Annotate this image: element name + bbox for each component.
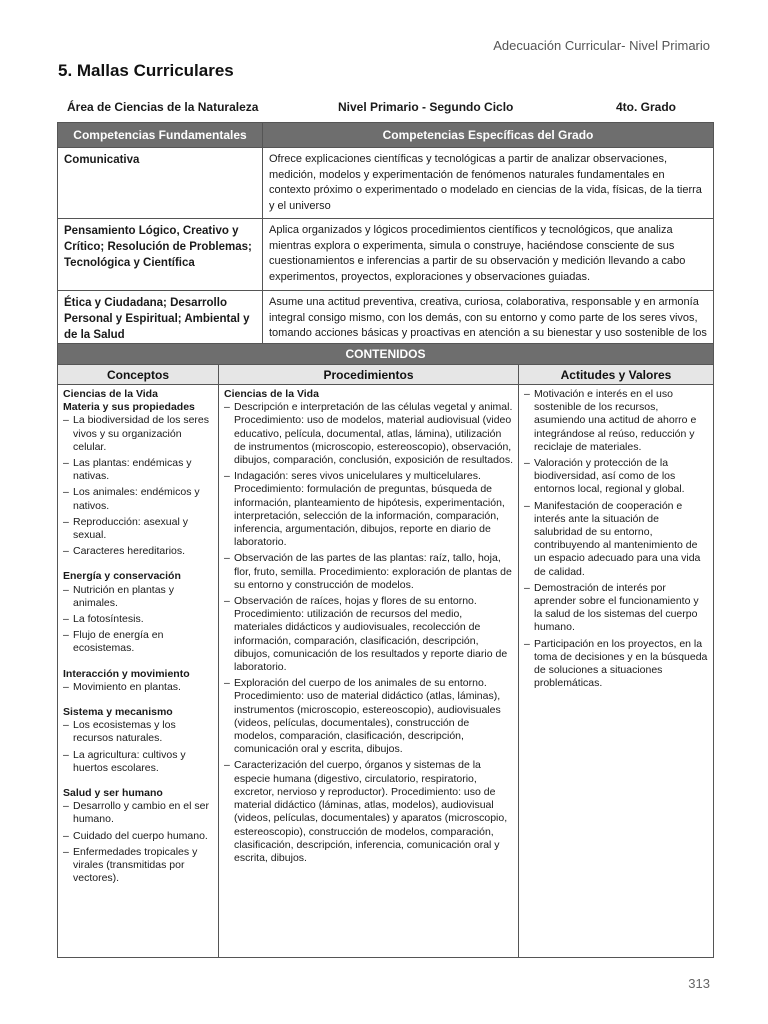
competencias-fundamentales-header: Competencias Fundamentales: [58, 123, 263, 148]
list-item: – Demostración de interés por aprender sobre el funcionamiento y la salud de los sistemas del cuerpo humano.: [524, 582, 708, 635]
list-item: – Observación de raíces, hojas y flores de su entorno. Procedimiento: utilización de recursos del medio, materiales didácticos y audiovisuales, recolección de información, comparación, clasificación, descripción, dibujos, comunicación de los resultados y reporte diario de laboratorio.: [224, 595, 513, 674]
list-item: – La fotosíntesis.: [63, 613, 213, 626]
competencia-fundamental: Pensamiento Lógico, Creativo y Crítico; Resolución de Problemas; Tecnológica y Científica: [58, 219, 263, 291]
competencia-especifica: Asume una actitud preventiva, creativa, curiosa, colaborativa, responsable y en armonía integral consigo mismo, con los demás, con su entorno y como parte de los seres vivos, tomando acciones básicas y proactivas en atención a su bienestar y uso sostenible de los: [263, 291, 714, 362]
area-label: Área de Ciencias de la Naturaleza: [67, 100, 259, 114]
contenidos-header: CONTENIDOS: [58, 344, 714, 365]
list-item: – Flujo de energía en ecosistemas.: [63, 629, 213, 655]
list-item: – Descripción e interpretación de las células vegetal y animal. Procedimiento: uso de modelos, material audiovisual (video educativo, película, documental, atlas, lámina), utilización de instrumentos (microscopio, estereoscopio), observación, dibujos, comparación, conclusión, exposición de resultados.: [224, 401, 513, 467]
list-item: – Manifestación de cooperación e interés ante la situación de salubridad de su entorno, contribuyendo al mantenimiento de un espacio adecuado para una vida de calidad.: [524, 500, 708, 579]
procedimientos-heading: Ciencias de la Vida: [224, 388, 319, 400]
list-item: – La biodiversidad de los seres vivos y su organización celular.: [63, 414, 213, 454]
concept-group-title: Interacción y movimiento: [63, 667, 190, 680]
actitudes-cell: [519, 385, 714, 958]
list-item: – Los animales: endémicos y nativos.: [63, 486, 213, 512]
list-item: – Valoración y protección de la biodiversidad, así como de los entornos local, regional y global.: [524, 457, 708, 497]
concept-list: [63, 681, 213, 694]
list-item: – Observación de las partes de las plantas: raíz, tallo, hoja, flor, fruto, semilla. Procedimiento: exploración de plantas de su entorno y construcción de modelos.: [224, 552, 513, 592]
list-item: – Caracteres hereditarios.: [63, 545, 213, 558]
list-item: – Participación en los proyectos, en la toma de decisiones y en la búsqueda de soluciones a situaciones problemáticas.: [524, 638, 708, 691]
list-item: – Nutrición en plantas y animales.: [63, 584, 213, 610]
page-number: 313: [688, 976, 710, 991]
list-item: – Exploración del cuerpo de los animales de su entorno. Procedimiento: uso de material didáctico (atlas, láminas), instrumentos (microscopio, estereoscopio), audiovisuales (videos, películas, documentales), construcción de modelos, comparación, clasificación, descripción, comunicación oral y escrita, dibujos.: [224, 677, 513, 756]
curriculum-meta-row: [58, 100, 712, 118]
competencia-fundamental: Ética y Ciudadana; Desarrollo Personal y Espiritual; Ambiental y de la Salud: [58, 291, 263, 362]
competencias-especificas-header: Competencias Específicas del Grado: [263, 123, 714, 148]
concept-list: [63, 584, 213, 656]
procedimientos-list: [224, 401, 513, 865]
list-item: – Motivación e interés en el uso sostenible de los recursos, asumiendo una actitud de ahorro e integrándose al reúso, reducción y reciclaje de materiales.: [524, 388, 708, 454]
list-item: – Cuidado del cuerpo humano.: [63, 830, 213, 843]
running-header: Adecuación Curricular- Nivel Primario: [493, 38, 710, 53]
contenidos-table: [57, 343, 714, 958]
list-item: – La agricultura: cultivos y huertos escolares.: [63, 749, 213, 775]
competencia-especifica: Aplica organizados y lógicos procedimientos científicos y tecnológicos, que analiza mientras explora o experimenta, simula o construye, haciéndose consciente de sus cuestionamientos e inferencias a partir de su observación y medición llevando a cabo experimentos, proyectos, exploraciones y observaciones guiadas.: [263, 219, 714, 291]
conceptos-cell: [58, 385, 219, 958]
list-item: – Las plantas: endémicas y nativas.: [63, 457, 213, 483]
procedimientos-header: Procedimientos: [219, 365, 519, 385]
list-item: – Los ecosistemas y los recursos naturales.: [63, 719, 213, 745]
actitudes-header: Actitudes y Valores: [519, 365, 714, 385]
procedimientos-cell: [219, 385, 519, 958]
competencia-row: [58, 148, 714, 219]
concept-list: [63, 719, 213, 775]
concept-group-title: Materia y sus propiedades: [63, 401, 195, 414]
grade-label: 4to. Grado: [616, 100, 677, 114]
actitudes-list: [524, 388, 708, 690]
competencia-especifica: Ofrece explicaciones científicas y tecnológicas a partir de analizar observaciones, medición, modelos y experimentación de fenómenos naturales fundamentales en contexto próximo o experimentado o modelado en ciencias de la vida, físicas, de la tierra y el universo: [263, 148, 714, 219]
list-item: – Desarrollo y cambio en el ser humano.: [63, 800, 213, 826]
competencia-fundamental: Comunicativa: [58, 148, 263, 219]
concept-group-title: Salud y ser humano: [63, 787, 163, 800]
list-item: – Indagación: seres vivos unicelulares y multicelulares. Procedimiento: formulación de preguntas, búsqueda de información, planteamiento de hipótesis, experimentación, interpretación, selección de la información, comparación, inferencia, argumentación, dibujos, reporte en diario de laboratorio.: [224, 470, 513, 549]
list-item: – Reproducción: asexual y sexual.: [63, 516, 213, 542]
competencias-table: [57, 122, 714, 362]
concept-group-title: Sistema y mecanismo: [63, 706, 173, 719]
competencia-row: [58, 219, 714, 291]
concept-list: [63, 414, 213, 558]
list-item: – Movimiento en plantas.: [63, 681, 213, 694]
list-item: – Enfermedades tropicales y virales (transmitidas por vectores).: [63, 846, 213, 886]
level-label: Nivel Primario - Segundo Ciclo: [338, 100, 514, 114]
section-title: 5. Mallas Curriculares: [58, 61, 234, 80]
concept-list: [63, 800, 213, 885]
concept-group-title: Energía y conservación: [63, 570, 181, 583]
list-item: – Caracterización del cuerpo, órganos y sistemas de la especie humana (digestivo, circulatorio, respiratorio, excretor, nervioso y reproductor). Procedimiento: uso de material didáctico (láminas, atlas, modelos), audiovisual (videos, películas, documentales) y aparatos (microscopio, estereoscopio), construcción de modelos, comparación, clasificación, descripción, inferencia, comunicación oral y escrita, dibujos.: [224, 759, 513, 865]
conceptos-header: Conceptos: [58, 365, 219, 385]
conceptos-heading: Ciencias de la Vida: [63, 388, 158, 400]
